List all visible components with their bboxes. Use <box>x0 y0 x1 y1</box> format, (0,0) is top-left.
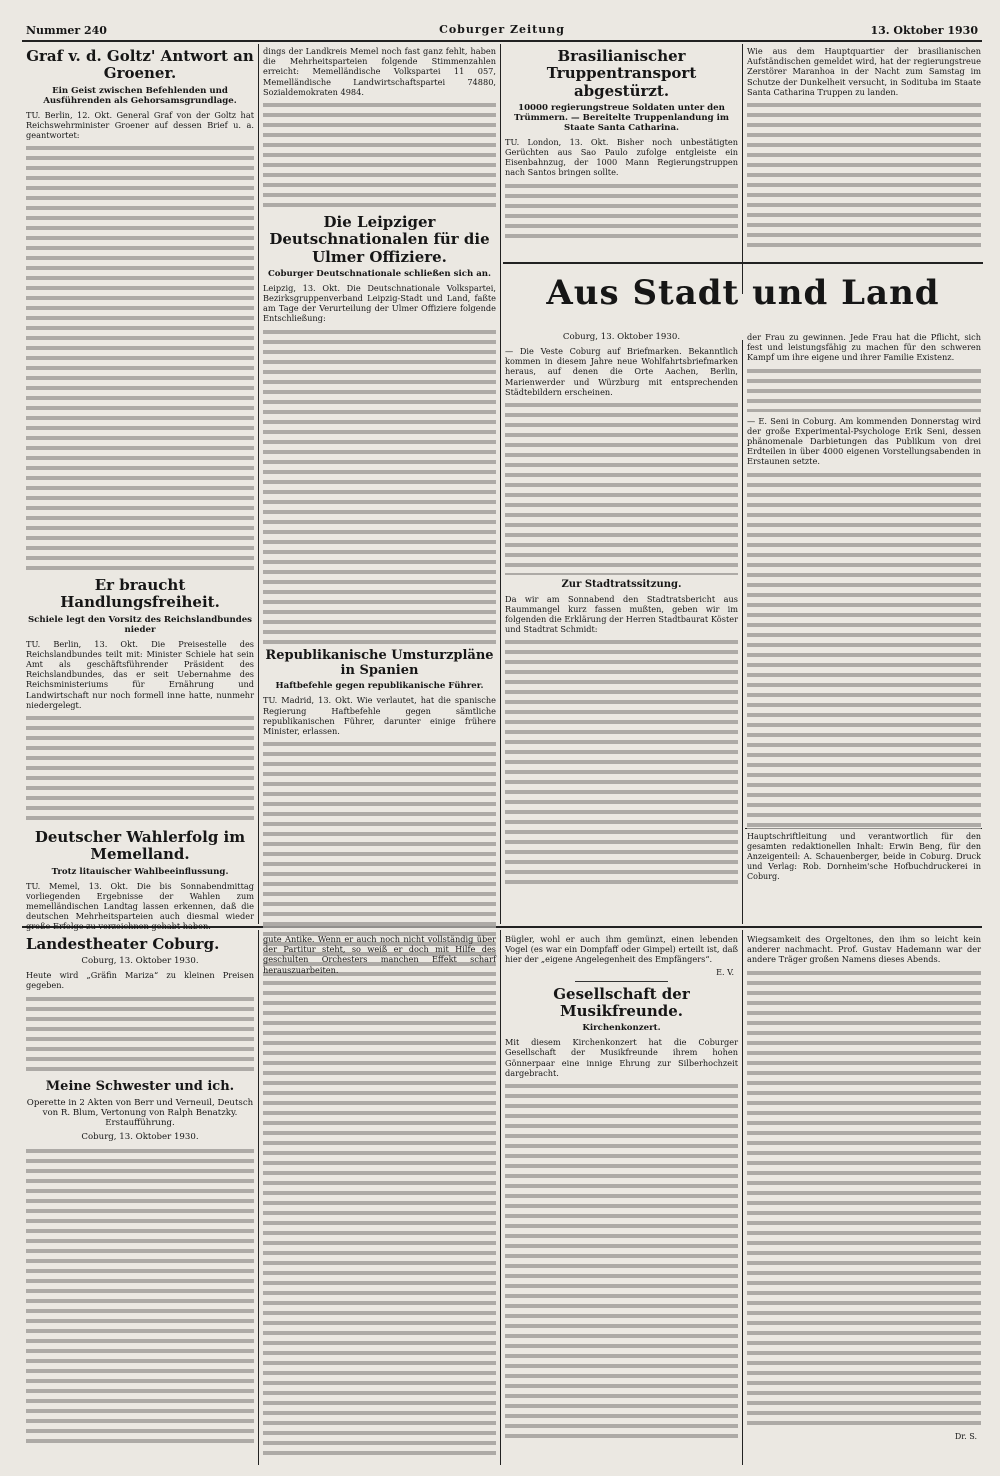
spanien-subhead: Haftbefehle gegen republikanische Führer. <box>275 681 484 692</box>
stadtrat-lead: Da wir am Sonnabend den Stadtratsbericht aus Raummangel kurz fassen mußten, geben wir im folgenden die Erklärung der Herren Stadtbaurat Köster und Stadtrat Schmidt: <box>505 593 738 635</box>
memel-continued-lead: dings der Landkreis Memel noch fast ganz fehlt, haben die Mehrheitsparteien folgende Stimmenzahlen erreicht: Memelländische Volkspartei 11 057, Memelländische Landwirtschaftspartei 74880, Sozialdemokraten 4984. <box>263 46 496 97</box>
issue-number: Nummer 240 <box>26 24 107 37</box>
column-divider <box>742 930 743 1465</box>
local-continued-lead: der Frau zu gewinnen. Jede Frau hat die Pflicht, sich fest und leistungsfähig zu machen für den schweren Kampf um ihre eigene und ihrer Familie Existenz. <box>747 332 981 363</box>
musikfreunde-headline: Gesellschaft der Musikfreunde. <box>553 984 690 1020</box>
local-news-headline: Aus Stadt und Land <box>546 273 940 313</box>
brasilien-continued-lead: Wie aus dem Hauptquartier der brasilianischen Aufständischen gemeldet wird, hat der regierungstreue Zerstörer Maranhoa in der Nacht zum Samstag im Schutze der Dunkelheit versucht, in Sodituba im Staate Santa Catharina Truppen zu landen. <box>747 46 981 97</box>
column-1 <box>26 46 254 932</box>
schwester-body-text <box>26 1146 254 1446</box>
column-divider <box>258 44 259 924</box>
goltz-lead: TU. Berlin, 12. Okt. General Graf von der Goltz hat Reichswehrminister Groener auf dessen Brief u. a. geantwortet: <box>26 109 254 140</box>
brasilien-continued-body <box>747 100 981 250</box>
landestheater-headline: Landestheater Coburg. <box>26 935 220 953</box>
column-divider <box>500 930 501 1465</box>
column-4-local <box>747 332 981 826</box>
spanien-lead: TU. Madrid, 13. Okt. Wie verlautet, hat die spanische Regierung Haftbefehle gegen sämtliche republikanischen Führer, darunter einige frühere Minister, erlassen. <box>263 695 496 737</box>
article-separator <box>575 981 668 982</box>
feuilleton-column-2 <box>263 934 496 1466</box>
schwester-dateline: Coburg, 13. Oktober 1930. <box>81 1131 199 1142</box>
column-divider <box>742 340 743 924</box>
imprint <box>747 832 981 922</box>
schwester-subhead: Operette in 2 Akten von Berr und Verneuil, Deutsch von R. Blum, Vertonung von Ralph Benatzky. Erstaufführung. <box>26 1097 254 1128</box>
column-2-bottom-body <box>263 978 496 1458</box>
issue-date: 13. Oktober 1930 <box>870 24 978 37</box>
column-3-local <box>505 332 738 922</box>
handlungsfreiheit-lead: TU. Berlin, 13. Okt. Die Preisestelle des Reichslandbundes teilt mit: Minister Schiele hat sein Amt als geschäftsführender Präsident des Reichslandbundes, das er seit Uebernahme des Reichsministeriums für Ernährung und Landwirtschaft nur noch formell inne hatte, nunmehr niedergelegt. <box>26 638 254 710</box>
brasilien-headline: Brasilianischer Truppentransport abgestürzt. <box>546 47 697 100</box>
feuilleton-column-4 <box>747 934 981 1466</box>
column-divider <box>500 44 501 924</box>
spanien-headline: Republikanische Umsturzpläne in Spanien <box>265 647 494 678</box>
column-divider <box>742 44 743 294</box>
musikfreunde-body-text <box>505 1081 738 1441</box>
section-rule <box>503 262 983 264</box>
local-dateline: Coburg, 13. Oktober 1930. <box>562 332 681 342</box>
landestheater-dateline: Coburg, 13. Oktober 1930. <box>81 956 199 967</box>
leipzig-subhead: Coburger Deutschnationale schließen sich an. <box>267 268 492 279</box>
memelland-lead: TU. Memel, 13. Okt. Die bis Sonnabendmittag vorliegenden Ergebnisse der Wahlen zum memelländischen Landtag lassen erkennen, daß die deutschen Mehrheitsparteien auch diesmal wieder große Erfolge zu verzeichnen gehabt haben. <box>26 880 254 932</box>
column-3-bottom-lead: Bügler, wohl er auch ihm gemünzt, einen lebenden Vogel (es war ein Dompfaff oder Gimpel) erteilt ist, daß hier der „eigene Angelegenheit des Empfängers“. <box>505 934 738 965</box>
feuilleton-column-1 <box>26 934 254 1466</box>
leipzig-headline: Die Leipziger Deutschnationalen für die Ulmer Offiziere. <box>269 213 490 266</box>
landestheater-lead: Heute wird „Gräfin Mariza“ zu kleinen Preisen gegeben. <box>26 970 254 991</box>
column-3-top <box>505 46 738 258</box>
briefmarken-body-text <box>505 400 738 575</box>
musikfreunde-lead: Mit diesem Kirchenkonzert hat die Coburger Gesellschaft der Musikfreunde ihrem hohen Gönnerpaar eine innige Ehrung zur Silberhochzeit dargebracht. <box>505 1037 738 1078</box>
brasilien-subhead: 10000 regierungstreue Soldaten unter den Trümmern. — Bereitelte Truppenlandung im Staate Santa Catharina. <box>514 102 729 133</box>
seni-item: — E. Seni in Coburg. Am kommenden Donnerstag wird der große Experimental-Psychologe Erik Seni, dessen phänomenale Darbietungen das Publikum von drei Erdteilen in über 4000 eigenen Vorstellungsabenden in Erstaunen setzte. <box>747 415 981 467</box>
memelland-headline: Deutscher Wahlerfolg im Memelland. <box>34 828 246 864</box>
stadtrat-body-text <box>505 637 738 887</box>
leipzig-lead: Leipzig, 13. Okt. Die Deutschnationale Volkspartei, Bezirksgruppenverband Leipzig-Stadt und Land, faßte am Tage der Verurteilung der Ulmer Offiziere folgende Entschließung: <box>263 282 496 324</box>
column-4-bottom-signature: Dr. S. <box>954 1431 977 1441</box>
leipzig-body-text <box>263 327 496 645</box>
masthead <box>22 22 982 38</box>
landestheater-body-text <box>26 994 254 1076</box>
imprint-text: Hauptschriftleitung und verantwortlich für den gesamten redaktionellen Inhalt: Erwin Beng, für den Anzeigenteil: A. Schauenberger, beide in Coburg. Druck und Verlag: Rob. Dornheim'sche Hofbuchdruckerei in Coburg. <box>747 832 981 881</box>
column-2 <box>263 46 496 922</box>
schwester-headline: Meine Schwester und ich. <box>45 1078 235 1094</box>
goltz-body-text <box>26 143 254 573</box>
goltz-headline: Graf v. d. Goltz' Antwort an Groener. <box>26 47 254 83</box>
goltz-subhead: Ein Geist zwischen Befehlenden und Ausführenden als Gehorsamsgrundlage. <box>43 85 237 106</box>
masthead-rule <box>22 40 982 42</box>
column-4-bottom-lead: Wiegsamkeit des Orgeltones, den ihm so leicht kein anderer nachmacht. Prof. Gustav Hademann war der andere Träger großen Namens dieses Abends. <box>747 934 981 965</box>
handlungsfreiheit-headline: Er braucht Handlungsfreiheit. <box>60 576 220 612</box>
brasilien-body-text <box>505 181 738 241</box>
brasilien-lead: TU. London, 13. Okt. Bisher noch unbestätigten Gerüchten aus Sao Paulo zufolge entgleiste ein Eisenbahnzug, der 1000 Mann Regierungstruppen nach Santos bringen sollte. <box>505 136 738 178</box>
column-2-bottom-lead: gute Antike. Wenn er auch noch nicht vollständig über der Partitur steht, so weiß er doch mit Hilfe des geschulten Orchesters manchen Effekt scharf herauszuarbeiten. <box>263 934 496 975</box>
handlungsfreiheit-subhead: Schiele legt den Vorsitz des Reichslandbundes nieder <box>27 614 253 635</box>
local-news-banner <box>505 268 981 330</box>
column-4-top <box>747 46 981 258</box>
handlungsfreiheit-body-text <box>26 713 254 825</box>
seni-body-text <box>747 470 981 830</box>
local-lead: — Die Veste Coburg auf Briefmarken. Bekanntlich kommen in diesem Jahre neue Wohlfahrtsbriefmarken heraus, auf denen die Orte Aachen, Berlin, Marienwerder und Würzburg mit entsprechenden Städtebildern erscheinen. <box>505 346 738 397</box>
column-divider <box>258 930 259 1465</box>
memel-continued-body <box>263 100 496 210</box>
column-4-bottom-body <box>747 968 981 1428</box>
column-3-bottom-signature: E. V. <box>716 967 734 977</box>
memelland-subhead: Trotz litauischer Wahlbeeinflussung. <box>51 866 229 877</box>
musikfreunde-subhead: Kirchenkonzert. <box>582 1023 661 1034</box>
newspaper-name: Coburger Zeitung <box>439 23 565 36</box>
stadtrat-headline: Zur Stadtratssitzung. <box>561 579 682 591</box>
local-continued-body <box>747 366 981 412</box>
feuilleton-column-3 <box>505 934 738 1466</box>
